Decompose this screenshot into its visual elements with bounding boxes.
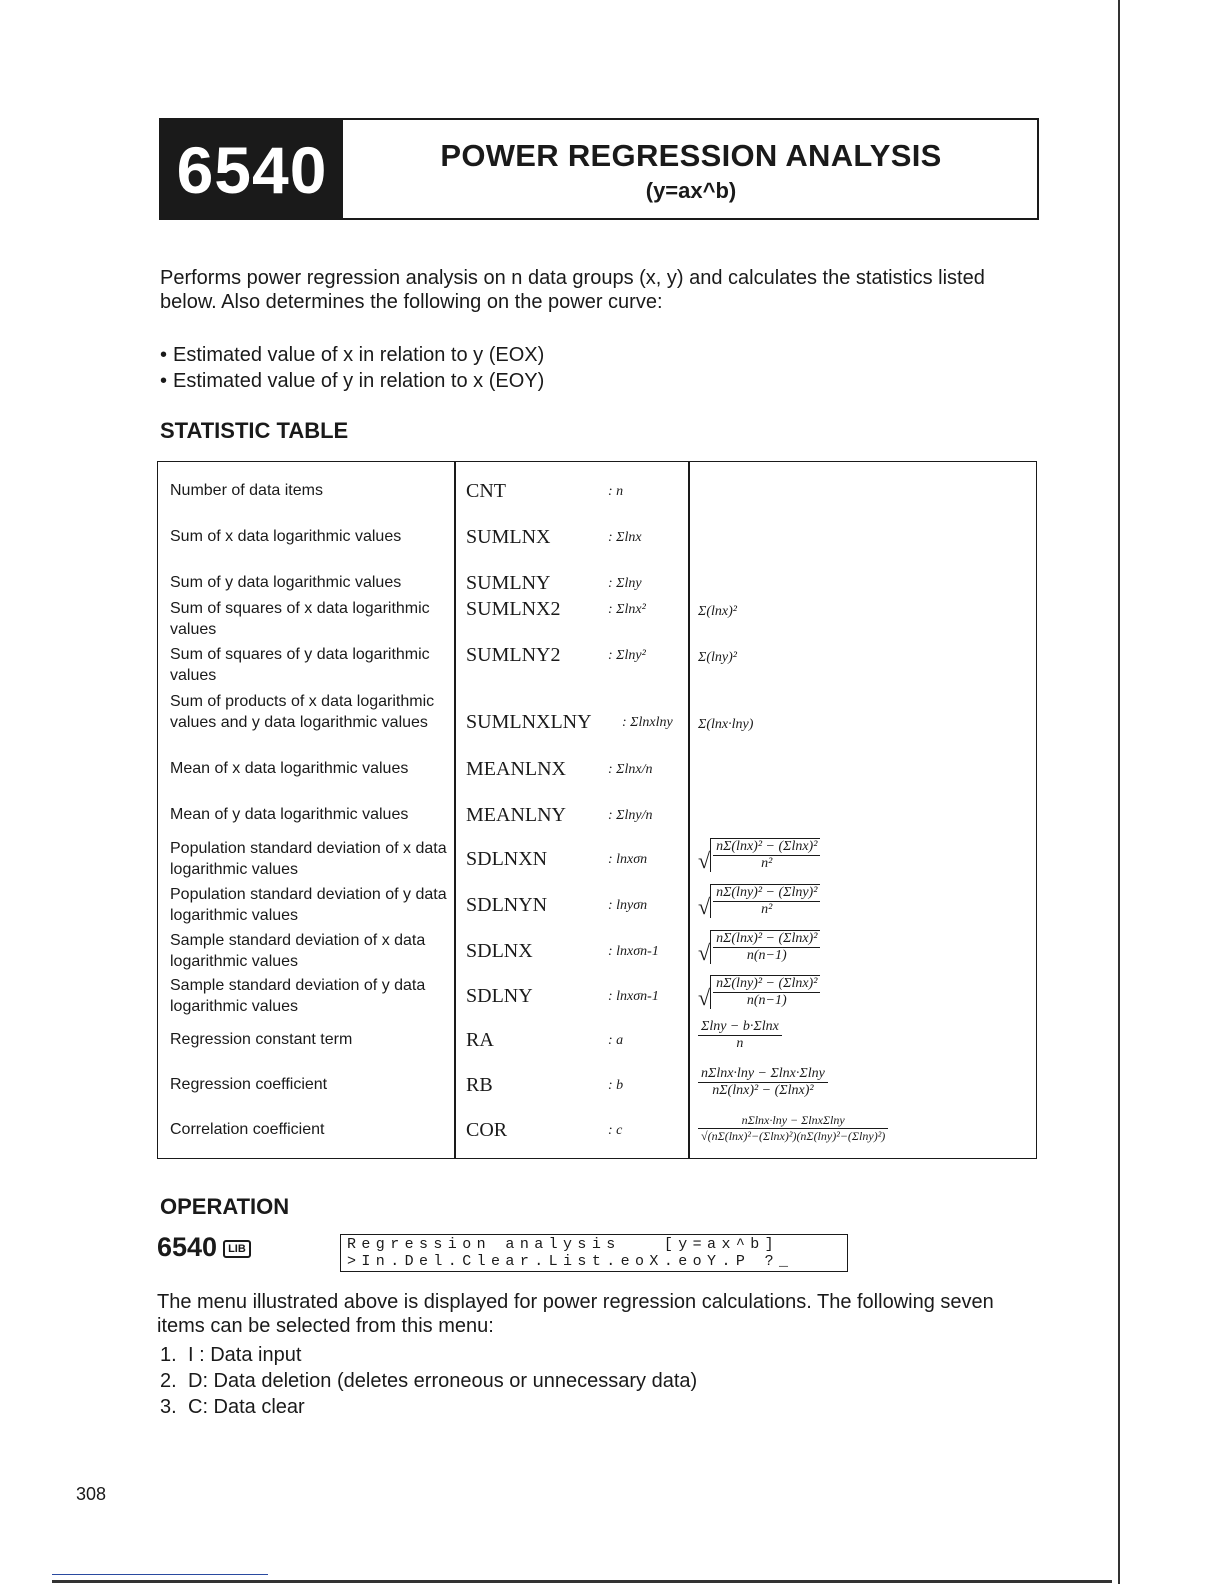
row-description: Sum of x data logarithmic values xyxy=(170,528,402,545)
scan-edge-line-bottom xyxy=(52,1574,268,1575)
row-symbol: : c xyxy=(608,1123,623,1138)
row-symbol: : Σlnx/n xyxy=(608,762,653,777)
item-text: C: Data clear xyxy=(188,1396,305,1418)
operation-key xyxy=(157,1232,251,1263)
row-name: SUMLNX xyxy=(466,526,551,548)
row-description: Sum of squares of y data logarithmic values xyxy=(170,646,430,684)
row-symbol: : Σlnx² xyxy=(608,602,646,617)
row-name: COR xyxy=(466,1119,508,1141)
bullet-item: • Estimated value of x in relation to y (EOX) xyxy=(160,342,860,368)
row-formula: $\frac{n\Sigma\ln x\cdot\ln y - \Sigma\ln x\Sigma\ln y}{\text{√(nΣ(lnx)²−(Σlnx)²)(nΣ(lny)²−(Σlny)²)}}$ xyxy=(698,1113,1034,1144)
row-symbol: : b xyxy=(608,1078,624,1093)
lcd-line-2: >In.Del.Clear.List.eoX.eoY.P ?_ xyxy=(347,1253,794,1270)
row-description: Sum of products of x data logarithmic values and y data logarithmic values xyxy=(170,693,435,731)
row-name: SUMLNY2 xyxy=(466,644,561,666)
item-number: 2. xyxy=(160,1370,177,1392)
row-description: Sum of squares of x data logarithmic values xyxy=(170,600,430,638)
row-description: Sample standard deviation of y data logarithmic values xyxy=(170,977,426,1015)
page-title: POWER REGRESSION ANALYSIS xyxy=(440,138,942,173)
row-description: Number of data items xyxy=(170,482,323,499)
row-description: Mean of x data logarithmic values xyxy=(170,760,409,777)
page-subtitle: (y=ax^b) xyxy=(645,178,737,203)
intro-bullets xyxy=(160,342,860,394)
row-name: SDLNX xyxy=(466,940,533,962)
row-formula: √ $\frac{\text{nΣ(lny)² − (Σlny)²}}{\text{n²}}$ xyxy=(698,884,1034,919)
column-divider xyxy=(454,462,456,1158)
scan-edge-line-bottom-2 xyxy=(52,1580,1112,1583)
row-description: Sample standard deviation of x data logarithmic values xyxy=(170,932,426,970)
row-formula: Σ(lnx)² xyxy=(698,604,737,619)
list-item xyxy=(160,1368,697,1394)
row-formula: Σ(lny)² xyxy=(698,650,737,665)
row-name: SUMLNXLNY xyxy=(466,711,592,733)
row-description: Regression constant term xyxy=(170,1031,353,1048)
lcd-line-1: Regression analysis [y=ax^b] xyxy=(347,1236,780,1253)
menu-description: The menu illustrated above is displayed for power regression calculations. The following seven items can be selected from this menu: xyxy=(157,1291,994,1337)
row-name: SDLNY xyxy=(466,985,533,1007)
row-symbol: : Σlny² xyxy=(608,648,646,663)
row-symbol: : Σlny xyxy=(608,576,642,591)
page-number: 308 xyxy=(76,1484,107,1504)
list-item xyxy=(160,1342,697,1368)
lcd-display xyxy=(340,1234,848,1272)
list-item xyxy=(160,1394,697,1420)
operation-heading: OPERATION xyxy=(160,1194,290,1219)
row-name: MEANLNY xyxy=(466,804,566,826)
row-formula: $\frac{n\Sigma\ln x\cdot\ln y - \Sigma\ln x\cdot\Sigma\ln y}{\text{nΣ(lnx)² − (Σlnx)²}}$ xyxy=(698,1066,1034,1099)
row-name: RA xyxy=(466,1029,494,1051)
row-formula: √ $\frac{\text{nΣ(lnx)² − (Σlnx)²}}{n(n-1)}$ xyxy=(698,930,1034,965)
row-description: Mean of y data logarithmic values xyxy=(170,806,409,823)
row-description: Population standard deviation of y data logarithmic values xyxy=(170,886,447,924)
bullet-item: • Estimated value of y in relation to x (EOY) xyxy=(160,368,860,394)
operation-key-number: 6540 xyxy=(157,1232,218,1262)
row-description: Population standard deviation of x data logarithmic values xyxy=(170,840,447,878)
row-symbol: : n xyxy=(608,484,624,499)
intro-paragraph: Performs power regression analysis on n data groups (x, y) and calculates the statistics listed below. Also determines the following on the power curve: xyxy=(160,267,985,313)
row-name: RB xyxy=(466,1074,493,1096)
row-formula: Σ(lnx·lny) xyxy=(698,717,754,732)
lib-key-icon: LIB xyxy=(223,1240,251,1258)
row-symbol: : Σlnx xyxy=(608,530,642,545)
row-symbol: : lnxσn xyxy=(608,852,648,867)
row-symbol: : lnxσn-1 xyxy=(608,944,659,959)
row-symbol: : a xyxy=(608,1033,624,1048)
statistic-table xyxy=(157,461,1037,1159)
row-name: CNT xyxy=(466,480,506,502)
menu-items-list xyxy=(160,1342,697,1420)
row-symbol: : Σlnxlny xyxy=(622,715,673,730)
row-formula: √ $\frac{\text{nΣ(lny)² − (Σlnx)²}}{n(n-1)}$ xyxy=(698,975,1034,1010)
row-formula: $\frac{\Sigma\ln y - b\cdot\Sigma\ln x}{n}$ xyxy=(698,1019,1034,1052)
row-symbol: : lnyσn xyxy=(608,898,648,913)
row-name: SDLNXN xyxy=(466,848,548,870)
row-description: Correlation coefficient xyxy=(170,1121,325,1138)
row-name: SUMLNX2 xyxy=(466,598,561,620)
scan-edge-line xyxy=(1118,0,1120,1584)
statistic-table-heading: STATISTIC TABLE xyxy=(160,418,349,443)
item-number: 3. xyxy=(160,1396,177,1418)
row-description: Regression coefficient xyxy=(170,1076,328,1093)
row-name: SDLNYN xyxy=(466,894,548,916)
row-symbol: : lnxσn-1 xyxy=(608,989,659,1004)
item-text: I : Data input xyxy=(188,1344,302,1366)
item-text: D: Data deletion (deletes erroneous or unnecessary data) xyxy=(188,1370,698,1392)
item-number: 1. xyxy=(160,1344,177,1366)
program-number: 6540 xyxy=(161,120,343,220)
row-name: SUMLNY xyxy=(466,572,551,594)
page-header xyxy=(159,118,1039,220)
row-symbol: : Σlny/n xyxy=(608,808,653,823)
row-name: MEANLNX xyxy=(466,758,566,780)
row-formula: √ $\frac{\text{nΣ(lnx)² − (Σlnx)²}}{\text{n²}}$ xyxy=(698,838,1034,873)
row-description: Sum of y data logarithmic values xyxy=(170,574,402,591)
